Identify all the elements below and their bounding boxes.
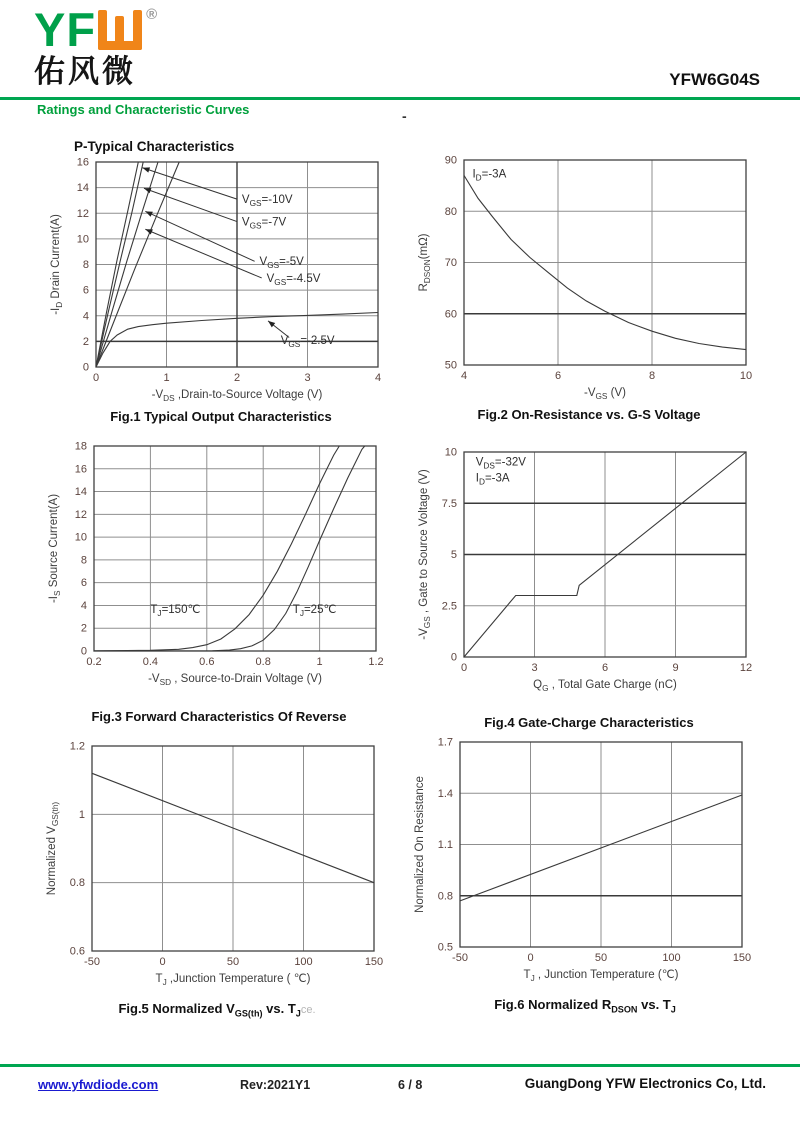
svg-text:-ID Drain Current(A): $-I_D$ Drain Current(A) (50, 214, 64, 315)
svg-text:0.6: 0.6 (199, 656, 215, 668)
svg-text:7.5: 7.5 (441, 497, 457, 510)
brand-logo (34, 3, 158, 90)
svg-text:50: 50 (444, 359, 457, 372)
page-heading: P-Typical Characteristics (74, 139, 235, 154)
svg-text:0.6: 0.6 (69, 945, 85, 958)
svg-text:-VGS (V): $-V_{GS}$ (V) (584, 387, 626, 400)
svg-text:12: 12 (739, 662, 753, 674)
svg-text:QG , Total Gate Charge (nC): $Q_G$ , Total Gate Charge (nC) (533, 679, 677, 692)
svg-text:TJ=150℃: $T_J=150℃$ (150, 603, 201, 618)
svg-text:10: 10 (76, 233, 89, 246)
svg-text:-50: -50 (452, 952, 468, 964)
svg-text:90: 90 (444, 154, 457, 167)
fig3-forward-characteristics-chart (44, 434, 394, 686)
svg-text:0: 0 (80, 645, 87, 658)
figure-3 (44, 434, 394, 724)
svg-text:1: 1 (78, 808, 85, 821)
svg-text:8: 8 (80, 554, 87, 567)
fig6-normalized-rdson-chart (410, 730, 760, 982)
svg-text:100: 100 (294, 956, 313, 968)
fig4-gate-charge-chart (414, 440, 764, 692)
svg-text:RDSON(mΩ): $R_{DSON}(m\Omega)$ (418, 233, 432, 292)
svg-text:4: 4 (460, 370, 468, 382)
svg-text:0: 0 (450, 651, 457, 664)
svg-text:4: 4 (82, 310, 89, 323)
svg-text:1.1: 1.1 (437, 839, 453, 851)
logo-yf-text: YF (34, 3, 97, 56)
svg-text:0.8: 0.8 (255, 656, 271, 668)
fig5-watermark-fragment: ce. (300, 1004, 316, 1016)
figure-6 (410, 730, 760, 1015)
fig5-caption (42, 1001, 392, 1019)
svg-text:6: 6 (601, 662, 609, 674)
svg-text:2: 2 (80, 622, 87, 635)
svg-text:-VGS , Gate to Source Voltage: $-V_{GS}$ , Gate to Source Voltage (V) (418, 469, 432, 640)
svg-text:ID=-3A: $I_D=-3A$ (475, 472, 510, 487)
svg-text:1: 1 (163, 372, 170, 384)
svg-text:3: 3 (304, 372, 311, 384)
svg-text:3: 3 (531, 662, 538, 674)
svg-text:0.2: 0.2 (86, 656, 102, 668)
footer-company-name: GuangDong YFW Electronics Co, Ltd. (524, 1076, 766, 1091)
fig5-normalized-vgsth-chart (42, 734, 392, 986)
svg-text:VDS=-32V: $V_{DS}=-32V$ (475, 456, 526, 471)
figure-4 (414, 440, 764, 730)
svg-text:-VSD , Source-to-Drain Voltage: $-V_{SD}$ , Source-to-Drain Voltage (V) (148, 673, 322, 686)
svg-text:2: 2 (233, 372, 241, 384)
header-divider (0, 97, 800, 100)
svg-text:0: 0 (159, 956, 166, 968)
svg-text:VGS=-10V: $V_{GS}=-10V$ (241, 194, 293, 208)
svg-text:ID=-3A: $I_D=-3A$ (472, 168, 507, 183)
figure-2 (414, 148, 764, 422)
svg-text:Normalized On Resistance: Normalized On Resistance (414, 776, 426, 913)
svg-text:16: 16 (76, 156, 89, 169)
svg-text:2: 2 (82, 335, 89, 348)
svg-text:Normalized VGS(th): Normalized $V_{GS(th)}$ (46, 801, 60, 896)
fig1-caption: Fig.1 Typical Output Characteristics (110, 409, 332, 424)
footer-page-number: 6 / 8 (398, 1078, 423, 1092)
svg-text:0: 0 (527, 952, 534, 964)
svg-text:TJ , Junction Temperature (℃): $T_J$ , Junction Temperature (℃) (523, 969, 679, 982)
svg-text:0: 0 (82, 361, 89, 374)
svg-text:8: 8 (648, 370, 656, 382)
logo-w-icon (96, 8, 144, 54)
svg-text:2.5: 2.5 (441, 600, 457, 613)
fig2-caption: Fig.2 On-Resistance vs. G-S Voltage (477, 407, 701, 422)
svg-text:6: 6 (80, 577, 87, 590)
footer-revision: Rev:2021Y1 (240, 1078, 311, 1092)
center-dash: - (402, 108, 407, 124)
svg-text:1.4: 1.4 (437, 787, 453, 800)
svg-text:1.7: 1.7 (437, 736, 453, 749)
section-title: Ratings and Characteristic Curves (37, 102, 250, 117)
fig5-caption-text: Fig.5 Normalized $V_{GS(th)}$ vs. $T_J$ (118, 1001, 301, 1019)
svg-text:4: 4 (80, 599, 87, 612)
svg-text:-50: -50 (84, 956, 100, 968)
svg-text:16: 16 (74, 463, 87, 476)
fig2-on-resistance-chart (414, 148, 764, 400)
svg-text:-IS Source Current(A): $-I_S$ Source Current(A) (48, 493, 62, 604)
svg-text:0.8: 0.8 (437, 890, 453, 903)
svg-text:8: 8 (82, 259, 89, 271)
svg-text:14: 14 (74, 486, 87, 499)
figure-5 (42, 734, 392, 1019)
svg-text:0.8: 0.8 (69, 877, 85, 890)
figure-1 (46, 150, 396, 424)
svg-text:50: 50 (226, 956, 240, 968)
svg-text:70: 70 (444, 257, 457, 269)
svg-text:TJ ,Junction Temperature ( ℃): $T_J$ ,Junction Temperature ( ℃) (155, 973, 311, 986)
svg-text:1.2: 1.2 (69, 740, 85, 753)
brand-cjk-name: 佑风微 (34, 54, 136, 89)
fig6-caption: Fig.6 Normalized $R_{DSON}$ vs. $T_J$ (494, 997, 676, 1015)
svg-text:150: 150 (364, 956, 384, 968)
svg-text:6: 6 (82, 284, 89, 297)
svg-text:50: 50 (594, 952, 608, 964)
svg-text:1.2: 1.2 (368, 656, 384, 668)
svg-text:VGS=-5V: $V_{GS}=-5V$ (259, 256, 304, 271)
svg-text:100: 100 (662, 952, 681, 964)
registered-mark-icon: ® (146, 6, 158, 23)
part-number: YFW6G04S (669, 70, 760, 89)
svg-text:VGS=-2.5V: $V_{GS}=-2.5V$ (280, 334, 335, 349)
svg-text:0.4: 0.4 (142, 656, 159, 668)
svg-text:18: 18 (74, 440, 87, 453)
svg-text:9: 9 (672, 662, 679, 674)
fig3-caption: Fig.3 Forward Characteristics Of Reverse (91, 709, 347, 724)
svg-text:6: 6 (554, 370, 562, 382)
svg-text:TJ=25℃: $T_J=25℃$ (292, 603, 337, 618)
svg-text:4: 4 (374, 372, 382, 384)
svg-text:5: 5 (450, 549, 457, 561)
svg-text:0.5: 0.5 (437, 941, 453, 954)
svg-text:0: 0 (92, 372, 100, 384)
svg-text:60: 60 (444, 308, 457, 321)
svg-text:10: 10 (444, 446, 457, 459)
svg-text:1: 1 (316, 656, 323, 668)
svg-text:VGS=-7V: $V_{GS}=-7V$ (241, 216, 287, 231)
footer-website-link[interactable]: www.yfwdiode.com (38, 1077, 159, 1092)
svg-text:10: 10 (739, 370, 753, 382)
fig1-output-characteristics-chart (46, 150, 396, 402)
svg-text:12: 12 (74, 508, 87, 521)
fig4-caption: Fig.4 Gate-Charge Characteristics (484, 715, 694, 730)
svg-text:14: 14 (76, 182, 89, 195)
footer-divider (0, 1064, 800, 1067)
svg-text:12: 12 (76, 207, 89, 220)
svg-text:-VDS ,Drain-to-Source Voltage: $-V_{DS}$ ,Drain-to-Source Voltage (V) (151, 389, 323, 402)
svg-text:VGS=-4.5V: $V_{GS}=-4.5V$ (266, 272, 321, 287)
svg-text:150: 150 (732, 952, 752, 964)
svg-text:10: 10 (74, 531, 87, 544)
svg-text:80: 80 (444, 205, 457, 218)
svg-text:0: 0 (460, 662, 468, 674)
